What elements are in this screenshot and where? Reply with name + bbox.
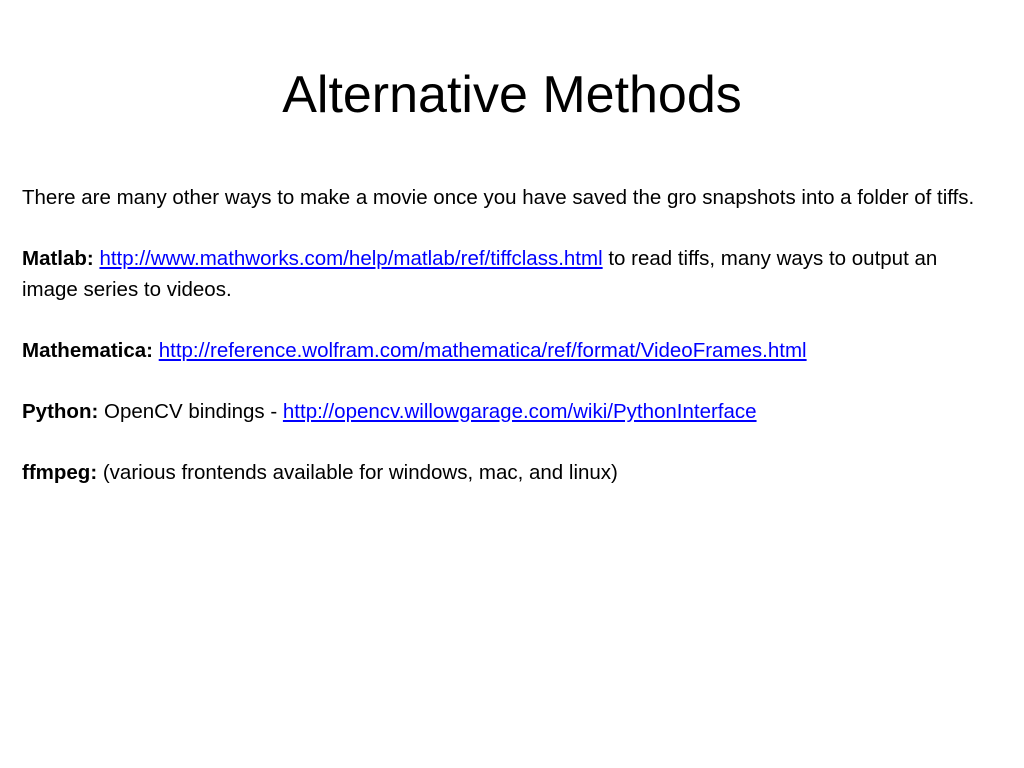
- python-description: OpenCV bindings -: [98, 399, 283, 423]
- mathematica-label: Mathematica:: [22, 338, 154, 362]
- mathematica-item: [22, 336, 997, 367]
- matlab-item: [22, 244, 997, 305]
- python-link[interactable]: http://opencv.willowgarage.com/wiki/PythonInterface: [282, 399, 757, 423]
- matlab-description: to read tiffs, many ways to output an image series to videos.: [22, 247, 938, 301]
- intro-paragraph: There are many other ways to make a movie once you have saved the gro snapshots into a folder of tiffs.: [22, 186, 975, 209]
- slide-body: [22, 183, 997, 519]
- matlab-label: Matlab:: [22, 247, 94, 270]
- ffmpeg-description: (various frontends available for windows, mac, and linux): [97, 460, 618, 484]
- matlab-link[interactable]: http://www.mathworks.com/help/matlab/ref/tiffclass.html: [99, 247, 603, 270]
- slide-title: Alternative Methods: [282, 66, 742, 124]
- ffmpeg-item: [22, 458, 997, 489]
- python-item: [22, 397, 997, 428]
- mathematica-link[interactable]: http://reference.wolfram.com/mathematica/ref/format/VideoFrames.html: [158, 338, 807, 362]
- ffmpeg-label: ffmpeg:: [22, 460, 98, 484]
- python-label: Python:: [22, 399, 99, 423]
